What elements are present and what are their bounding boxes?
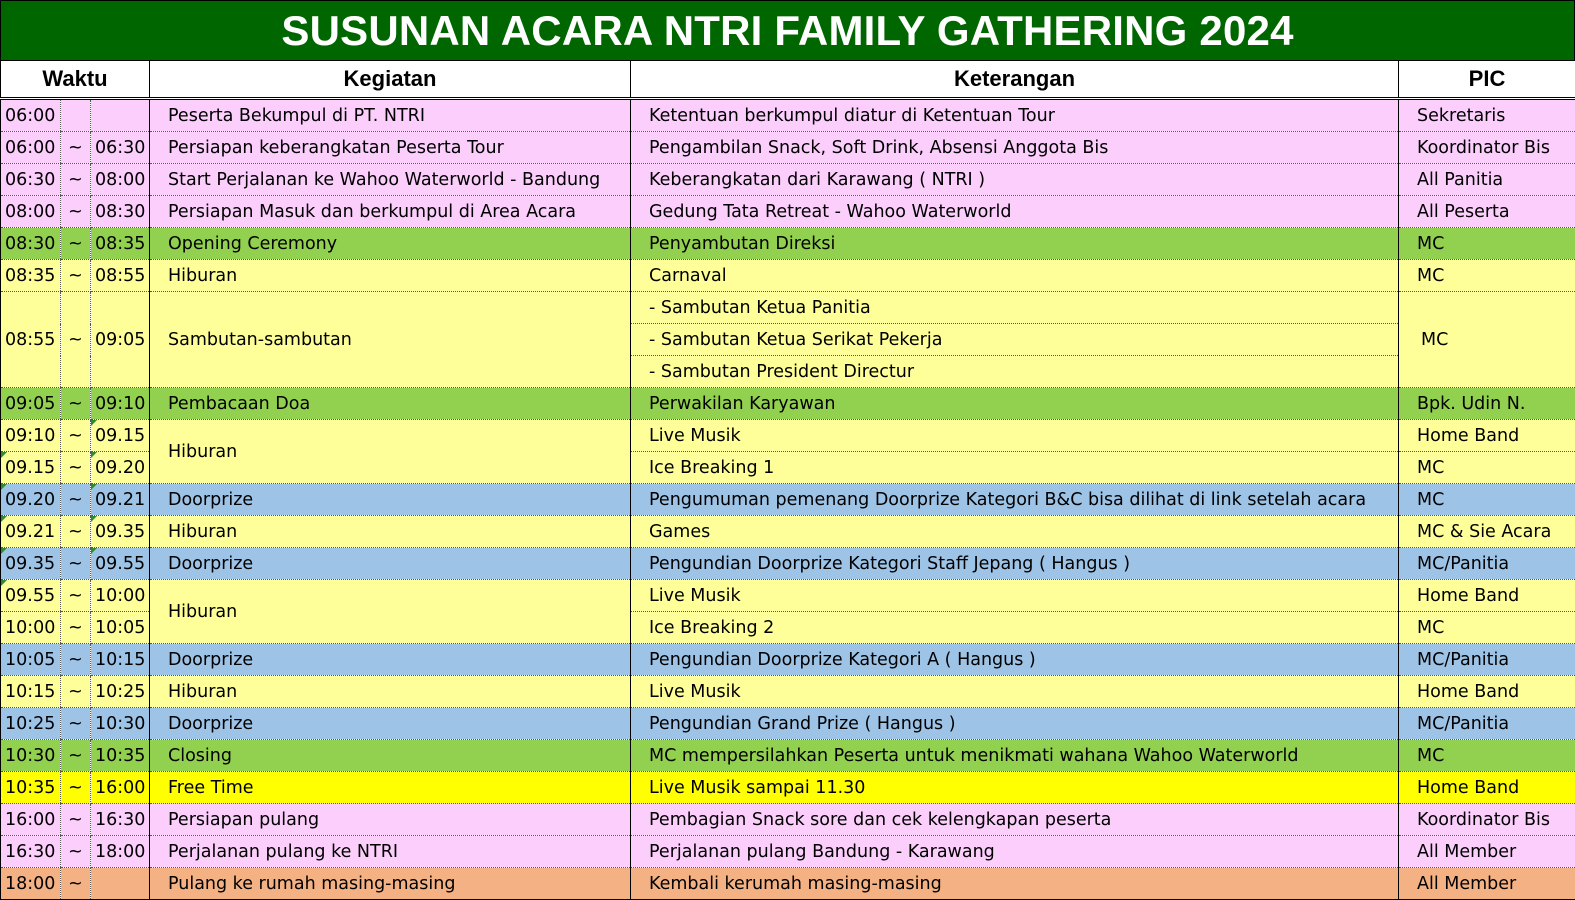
keterangan-cell: Live Musik <box>631 676 1399 708</box>
page-title: SUSUNAN ACARA NTRI FAMILY GATHERING 2024 <box>0 0 1575 61</box>
pic-cell: All Peserta <box>1399 196 1575 228</box>
time-start: 06:00 <box>1 99 61 132</box>
time-separator: ~ <box>61 740 91 772</box>
pic-cell: MC <box>1399 260 1575 292</box>
keterangan-cell: Live Musik sampai 11.30 <box>631 772 1399 804</box>
table-row <box>1 676 1575 708</box>
kegiatan-cell: Perjalanan pulang ke NTRI <box>150 836 631 868</box>
keterangan-cell: Kembali kerumah masing-masing <box>631 868 1399 900</box>
time-separator: ~ <box>61 676 91 708</box>
pic-cell: MC <box>1399 452 1575 484</box>
table-row <box>1 99 1575 132</box>
time-end: 09.35 <box>91 516 150 548</box>
table-row <box>1 836 1575 868</box>
kegiatan-cell: Hiburan <box>150 676 631 708</box>
time-separator: ~ <box>61 292 91 388</box>
time-end: 09.20 <box>91 452 150 484</box>
keterangan-cell: Pengambilan Snack, Soft Drink, Absensi Anggota Bis <box>631 132 1399 164</box>
time-start: 08:35 <box>1 260 61 292</box>
time-end: 16:00 <box>91 772 150 804</box>
table-row <box>1 132 1575 164</box>
kegiatan-cell: Opening Ceremony <box>150 228 631 260</box>
time-separator: ~ <box>61 452 91 484</box>
time-end: 08:30 <box>91 196 150 228</box>
pic-cell: MC <box>1399 484 1575 516</box>
time-start: 09.35 <box>1 548 61 580</box>
time-start: 06:00 <box>1 132 61 164</box>
keterangan-cell: Live Musik <box>631 580 1399 612</box>
time-start: 10:30 <box>1 740 61 772</box>
kegiatan-cell: Doorprize <box>150 484 631 516</box>
kegiatan-cell: Closing <box>150 740 631 772</box>
time-start: 10:15 <box>1 676 61 708</box>
keterangan-cell: Penyambutan Direksi <box>631 228 1399 260</box>
time-start: 10:05 <box>1 644 61 676</box>
time-start: 09:05 <box>1 388 61 420</box>
pic-cell: Koordinator Bis <box>1399 804 1575 836</box>
keterangan-cell: Live Musik <box>631 420 1399 452</box>
time-start: 16:00 <box>1 804 61 836</box>
time-end: 09:05 <box>91 292 150 388</box>
time-separator: ~ <box>61 548 91 580</box>
time-start: 08:55 <box>1 292 61 388</box>
kegiatan-cell: Free Time <box>150 772 631 804</box>
time-separator: ~ <box>61 228 91 260</box>
table-row <box>1 740 1575 772</box>
table-row <box>1 260 1575 292</box>
keterangan-cell: Pengumuman pemenang Doorprize Kategori B&C bisa dilihat di link setelah acara <box>631 484 1399 516</box>
time-end: 10:35 <box>91 740 150 772</box>
pic-cell: Home Band <box>1399 580 1575 612</box>
time-separator: ~ <box>61 708 91 740</box>
time-start: 10:25 <box>1 708 61 740</box>
time-separator: ~ <box>61 580 91 612</box>
time-separator: ~ <box>61 836 91 868</box>
kegiatan-cell: Pulang ke rumah masing-masing <box>150 868 631 900</box>
keterangan-cell: Gedung Tata Retreat - Wahoo Waterworld <box>631 196 1399 228</box>
time-start: 08:30 <box>1 228 61 260</box>
header-row <box>1 61 1575 99</box>
time-start: 16:30 <box>1 836 61 868</box>
keterangan-cell: MC mempersilahkan Peserta untuk menikmati wahana Wahoo Waterworld <box>631 740 1399 772</box>
time-end: 10:05 <box>91 612 150 644</box>
pic-cell: MC/Panitia <box>1399 708 1575 740</box>
kegiatan-cell: Sambutan-sambutan <box>150 292 631 388</box>
time-end: 06:30 <box>91 132 150 164</box>
kegiatan-cell: Start Perjalanan ke Wahoo Waterworld - Bandung <box>150 164 631 196</box>
keterangan-cell: Pembagian Snack sore dan cek kelengkapan peserta <box>631 804 1399 836</box>
table-row <box>1 644 1575 676</box>
table-row <box>1 772 1575 804</box>
pic-cell: MC <box>1399 292 1575 388</box>
time-separator: ~ <box>61 804 91 836</box>
time-start: 06:30 <box>1 164 61 196</box>
kegiatan-cell: Hiburan <box>150 260 631 292</box>
time-start: 10:00 <box>1 612 61 644</box>
pic-cell: All Member <box>1399 868 1575 900</box>
time-separator: ~ <box>61 612 91 644</box>
time-separator: ~ <box>61 388 91 420</box>
keterangan-cell: Perwakilan Karyawan <box>631 388 1399 420</box>
time-end: 18:00 <box>91 836 150 868</box>
table-row <box>1 484 1575 516</box>
pic-cell: Koordinator Bis <box>1399 132 1575 164</box>
time-separator: ~ <box>61 772 91 804</box>
time-separator <box>61 99 91 132</box>
keterangan-cell: Pengundian Doorprize Kategori Staff Jepang ( Hangus ) <box>631 548 1399 580</box>
kegiatan-cell: Doorprize <box>150 708 631 740</box>
time-end: 10:15 <box>91 644 150 676</box>
time-start: 10:35 <box>1 772 61 804</box>
table-row <box>1 708 1575 740</box>
pic-cell: MC <box>1399 740 1575 772</box>
table-row <box>1 516 1575 548</box>
pic-cell: Home Band <box>1399 772 1575 804</box>
table-row <box>1 228 1575 260</box>
table-row <box>1 196 1575 228</box>
time-start: 18:00 <box>1 868 61 900</box>
time-end <box>91 868 150 900</box>
pic-cell: All Panitia <box>1399 164 1575 196</box>
time-end: 08:00 <box>91 164 150 196</box>
time-separator: ~ <box>61 260 91 292</box>
time-end: 08:55 <box>91 260 150 292</box>
time-end: 08:35 <box>91 228 150 260</box>
kegiatan-cell: Persiapan pulang <box>150 804 631 836</box>
keterangan-cell: Pengundian Grand Prize ( Hangus ) <box>631 708 1399 740</box>
time-start: 09.21 <box>1 516 61 548</box>
time-separator: ~ <box>61 132 91 164</box>
pic-cell: Sekretaris <box>1399 99 1575 132</box>
kegiatan-cell: Hiburan <box>150 580 631 644</box>
table-row <box>1 292 1575 324</box>
table-row <box>1 580 1575 612</box>
schedule-table <box>0 60 1575 900</box>
kegiatan-cell: Peserta Bekumpul di PT. NTRI <box>150 99 631 132</box>
time-end: 10:25 <box>91 676 150 708</box>
time-separator: ~ <box>61 868 91 900</box>
keterangan-cell: - Sambutan Ketua Serikat Pekerja <box>631 324 1399 356</box>
header-pic: PIC <box>1399 61 1575 99</box>
kegiatan-cell: Persiapan keberangkatan Peserta Tour <box>150 132 631 164</box>
table-row <box>1 420 1575 452</box>
time-start: 09.55 <box>1 580 61 612</box>
time-end: 10:30 <box>91 708 150 740</box>
kegiatan-cell: Hiburan <box>150 420 631 484</box>
keterangan-cell: Perjalanan pulang Bandung - Karawang <box>631 836 1399 868</box>
table-row <box>1 548 1575 580</box>
table-row <box>1 388 1575 420</box>
time-start: 08:00 <box>1 196 61 228</box>
keterangan-cell: Keberangkatan dari Karawang ( NTRI ) <box>631 164 1399 196</box>
keterangan-cell: Ketentuan berkumpul diatur di Ketentuan Tour <box>631 99 1399 132</box>
time-separator: ~ <box>61 516 91 548</box>
pic-cell: MC <box>1399 612 1575 644</box>
time-separator: ~ <box>61 420 91 452</box>
keterangan-cell: - Sambutan Ketua Panitia <box>631 292 1399 324</box>
time-separator: ~ <box>61 644 91 676</box>
pic-cell: MC/Panitia <box>1399 644 1575 676</box>
keterangan-cell: Carnaval <box>631 260 1399 292</box>
table-row <box>1 868 1575 900</box>
pic-cell: All Member <box>1399 836 1575 868</box>
time-separator: ~ <box>61 196 91 228</box>
pic-cell: MC/Panitia <box>1399 548 1575 580</box>
header-kegiatan: Kegiatan <box>150 61 631 99</box>
kegiatan-cell: Hiburan <box>150 516 631 548</box>
time-start: 09.20 <box>1 484 61 516</box>
keterangan-cell: Games <box>631 516 1399 548</box>
pic-cell: Home Band <box>1399 676 1575 708</box>
keterangan-cell: - Sambutan President Directur <box>631 356 1399 388</box>
table-row <box>1 164 1575 196</box>
time-end: 16:30 <box>91 804 150 836</box>
time-end: 10:00 <box>91 580 150 612</box>
pic-cell: MC & Sie Acara <box>1399 516 1575 548</box>
table-row <box>1 804 1575 836</box>
header-keterangan: Keterangan <box>631 61 1399 99</box>
time-separator: ~ <box>61 484 91 516</box>
time-end: 09:10 <box>91 388 150 420</box>
time-end: 09.21 <box>91 484 150 516</box>
time-end: 09.15 <box>91 420 150 452</box>
time-separator: ~ <box>61 164 91 196</box>
pic-cell: MC <box>1399 228 1575 260</box>
time-end <box>91 99 150 132</box>
time-start: 09:10 <box>1 420 61 452</box>
keterangan-cell: Ice Breaking 1 <box>631 452 1399 484</box>
pic-cell: Bpk. Udin N. <box>1399 388 1575 420</box>
header-waktu: Waktu <box>1 61 150 99</box>
time-start: 09.15 <box>1 452 61 484</box>
kegiatan-cell: Doorprize <box>150 548 631 580</box>
kegiatan-cell: Pembacaan Doa <box>150 388 631 420</box>
kegiatan-cell: Doorprize <box>150 644 631 676</box>
time-end: 09.55 <box>91 548 150 580</box>
keterangan-cell: Ice Breaking 2 <box>631 612 1399 644</box>
kegiatan-cell: Persiapan Masuk dan berkumpul di Area Acara <box>150 196 631 228</box>
keterangan-cell: Pengundian Doorprize Kategori A ( Hangus ) <box>631 644 1399 676</box>
pic-cell: Home Band <box>1399 420 1575 452</box>
